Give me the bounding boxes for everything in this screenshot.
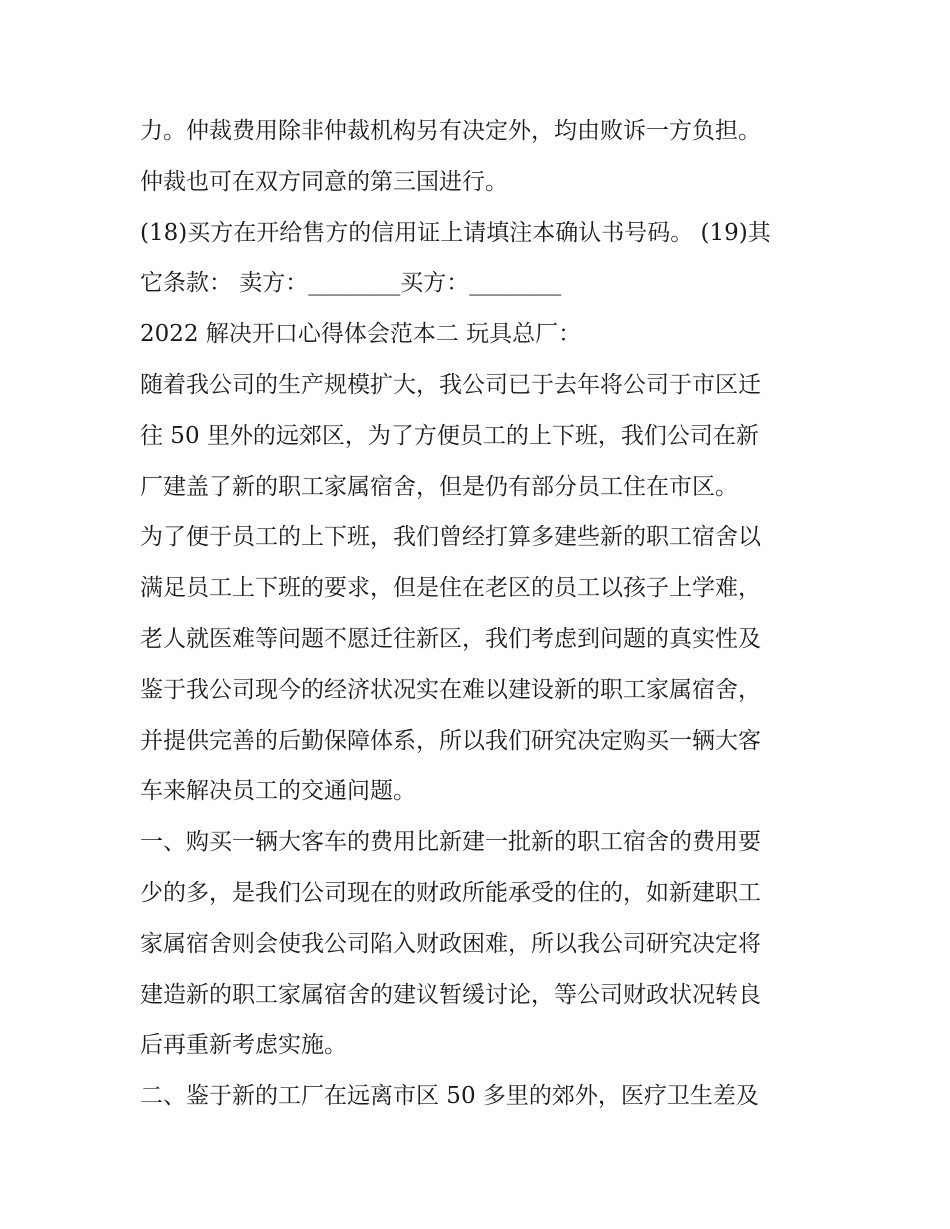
section-heading: 2022 解决开口心得体会范本二 玩具总厂： — [140, 321, 582, 348]
text-line: 车来解决员工的交通问题。 — [140, 778, 416, 805]
text-line: 一、购买一辆大客车的费用比新建一批新的职工宿舍的费用要 — [140, 829, 761, 856]
text-line: 建造新的职工家属宿舍的建议暂缓讨论，等公司财政状况转良 — [140, 981, 761, 1008]
text-line: 往 50 里外的远郊区，为了方便员工的上下班，我们公司在新 — [140, 422, 759, 449]
text-line: 厂建盖了新的职工家属宿舍，但是仍有部分员工住在市区。 — [140, 473, 738, 500]
text-line: 并提供完善的后勤保障体系，所以我们研究决定购买一辆大客 — [140, 727, 761, 754]
text-line: 后再重新考虑实施。 — [140, 1032, 347, 1059]
text-line: 二、鉴于新的工厂在远离市区 50 多里的郊外，医疗卫生差及 — [140, 1083, 759, 1110]
text-line: 满足员工上下班的要求，但是住在老区的员工以孩子上学难， — [140, 575, 761, 602]
text-line: 为了便于员工的上下班，我们曾经打算多建些新的职工宿舍以 — [140, 524, 761, 551]
text-line: 少的多，是我们公司现在的财政所能承受的住的，如新建职工 — [140, 879, 761, 906]
text-line: 鉴于我公司现今的经济状况实在难以建设新的职工家属宿舍， — [140, 676, 761, 703]
text-line: (18)买方在开给售方的信用证上请填注本确认书号码。 (19)其 — [140, 219, 771, 246]
text-line: 仲裁也可在双方同意的第三国进行。 — [140, 168, 508, 195]
text-line: 它条款： 卖方：________买方：________ — [140, 270, 562, 297]
text-line: 老人就医难等问题不愿迁往新区，我们考虑到问题的真实性及 — [140, 625, 761, 652]
text-line: 力。仲裁费用除非仲裁机构另有决定外，均由败诉一方负担。 — [140, 118, 761, 144]
text-line: 家属宿舍则会使我公司陷入财政困难，所以我公司研究决定将 — [140, 930, 761, 957]
text-line: 随着我公司的生产规模扩大，我公司已于去年将公司于市区迁 — [140, 371, 761, 398]
document-body — [140, 106, 830, 1122]
